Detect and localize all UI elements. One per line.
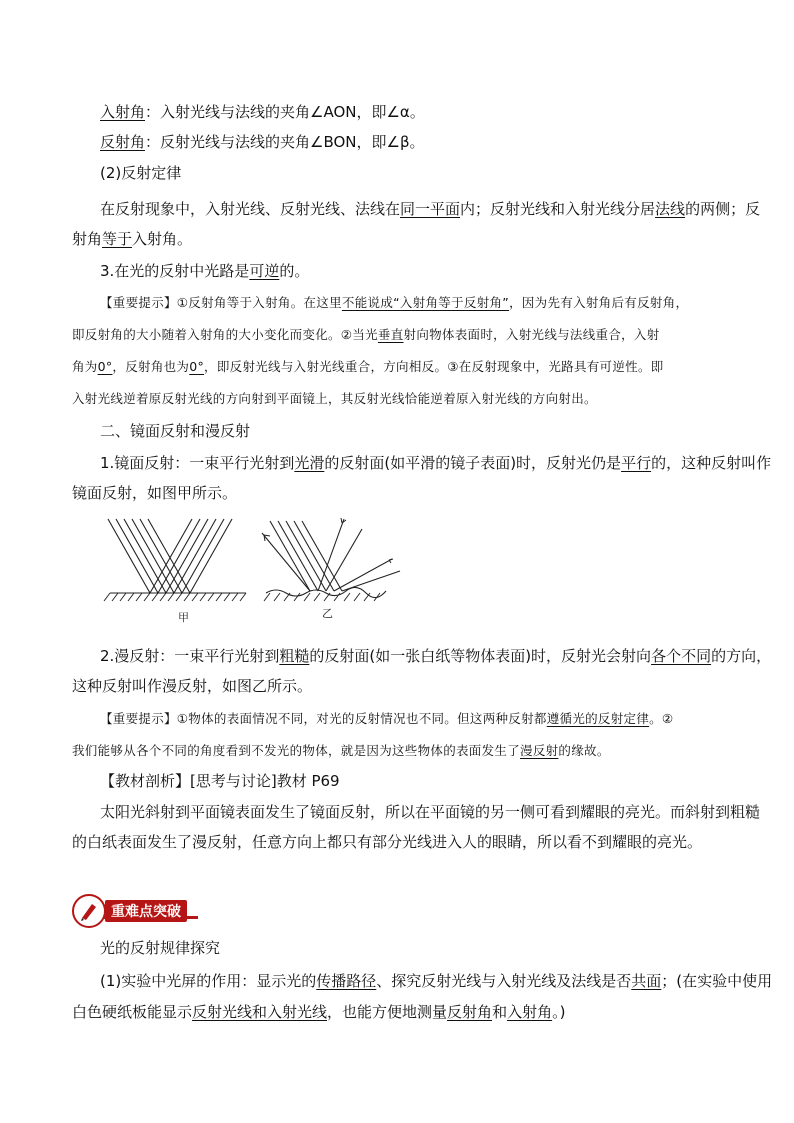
paragraph-screen-role: (1)实验中光屏的作用：显示光的传播路径、探究反射光线与入射光线及法线是否共面；(在实验中使用	[100, 972, 773, 990]
term-reflection-angle: 反射角	[100, 133, 146, 151]
paragraph-reflection-law-cont: 射角等于入射角。	[72, 230, 193, 248]
incident-rays-specular	[108, 519, 190, 593]
textbook-analysis-heading: 【教材剖析】[思考与讨论]教材 P69	[100, 772, 340, 790]
figure-specular	[104, 519, 246, 601]
subheading-reflection-law: (2)反射定律	[100, 164, 182, 182]
section-heading-two: 二、镜面反射和漫反射	[100, 422, 251, 440]
term-incident-angle: 入射角	[100, 103, 146, 121]
paragraph-specular-cont: 镜面反射，如图甲所示。	[72, 484, 238, 502]
ray-arrowheads	[264, 518, 393, 563]
paragraph-screen-role-cont: 白色硬纸板能显示反射光线和入射光线，也能方便地测量反射角和入射角。)	[72, 1003, 566, 1021]
banner-title: 重难点突破	[105, 900, 187, 922]
reflected-rays-specular	[150, 519, 232, 593]
paragraph-reversible: 3.在光的反射中光路是可逆的。	[100, 262, 310, 280]
key-points-banner	[72, 894, 200, 930]
tip-one-line-2: 即反射角的大小随着入射角的大小变化而变化。②当光垂直射向物体表面时，入射光线与法线重合，入射	[72, 327, 660, 342]
paragraph-analysis-cont: 的白纸表面发生了漫反射，任意方向上都只有部分光线进入人的眼睛，所以看不到耀眼的亮光。	[72, 833, 703, 851]
tip-two-line-2: 我们能够从各个不同的角度看到不发光的物体，就是因为这些物体的表面发生了漫反射的缘故。	[72, 743, 610, 758]
definition-incident-angle: 入射角：入射光线与法线的夹角∠AON，即∠α。	[100, 103, 425, 121]
reflection-figure	[100, 513, 420, 629]
tip-one-line-4: 入射光线逆着原反射光线的方向射到平面镜上，其反射光线恰能逆着原入射光线的方向射出。	[72, 391, 597, 406]
paragraph-analysis: 太阳光斜射到平面镜表面发生了镜面反射，所以在平面镜的另一侧可看到耀眼的亮光。而斜射到粗糙	[100, 803, 761, 821]
tip-one-line-3: 角为0°，反射角也为0°，即反射光线与入射光线重合，方向相反。③在反射现象中，光路具有可逆性。即	[72, 359, 664, 374]
figure-label-a: 甲	[178, 611, 189, 624]
figure-label-b: 乙	[322, 607, 333, 620]
definition-reflection-angle: 反射角：反射光线与法线的夹角∠BON，即∠β。	[100, 133, 425, 151]
tip-two-line-1: 【重要提示】①物体的表面情况不同，对光的反射情况也不同。但这两种反射都遵循光的反射定律。②	[100, 711, 674, 726]
subheading-reflection-experiment: 光的反射规律探究	[100, 939, 221, 957]
paragraph-specular: 1.镜面反射：一束平行光射到光滑的反射面(如平滑的镜子表面)时，反射光仍是平行的，这种反射叫作	[100, 454, 772, 472]
paragraph-diffuse-cont: 这种反射叫作漫反射，如图乙所示。	[72, 677, 313, 695]
tip-one-line-1: 【重要提示】①反射角等于入射角。在这里不能说成“入射角等于反射角”，因为先有入射角后有反射角，	[100, 295, 689, 310]
paragraph-diffuse: 2.漫反射：一束平行光射到粗糙的反射面(如一张白纸等物体表面)时，反射光会射向各个不同的方向，	[100, 647, 772, 665]
figure-diffuse	[262, 518, 400, 601]
pen-icon	[72, 894, 106, 928]
paragraph-reflection-law: 在反射现象中，入射光线、反射光线、法线在同一平面内；反射光线和入射光线分居法线的两侧；反	[100, 200, 761, 218]
